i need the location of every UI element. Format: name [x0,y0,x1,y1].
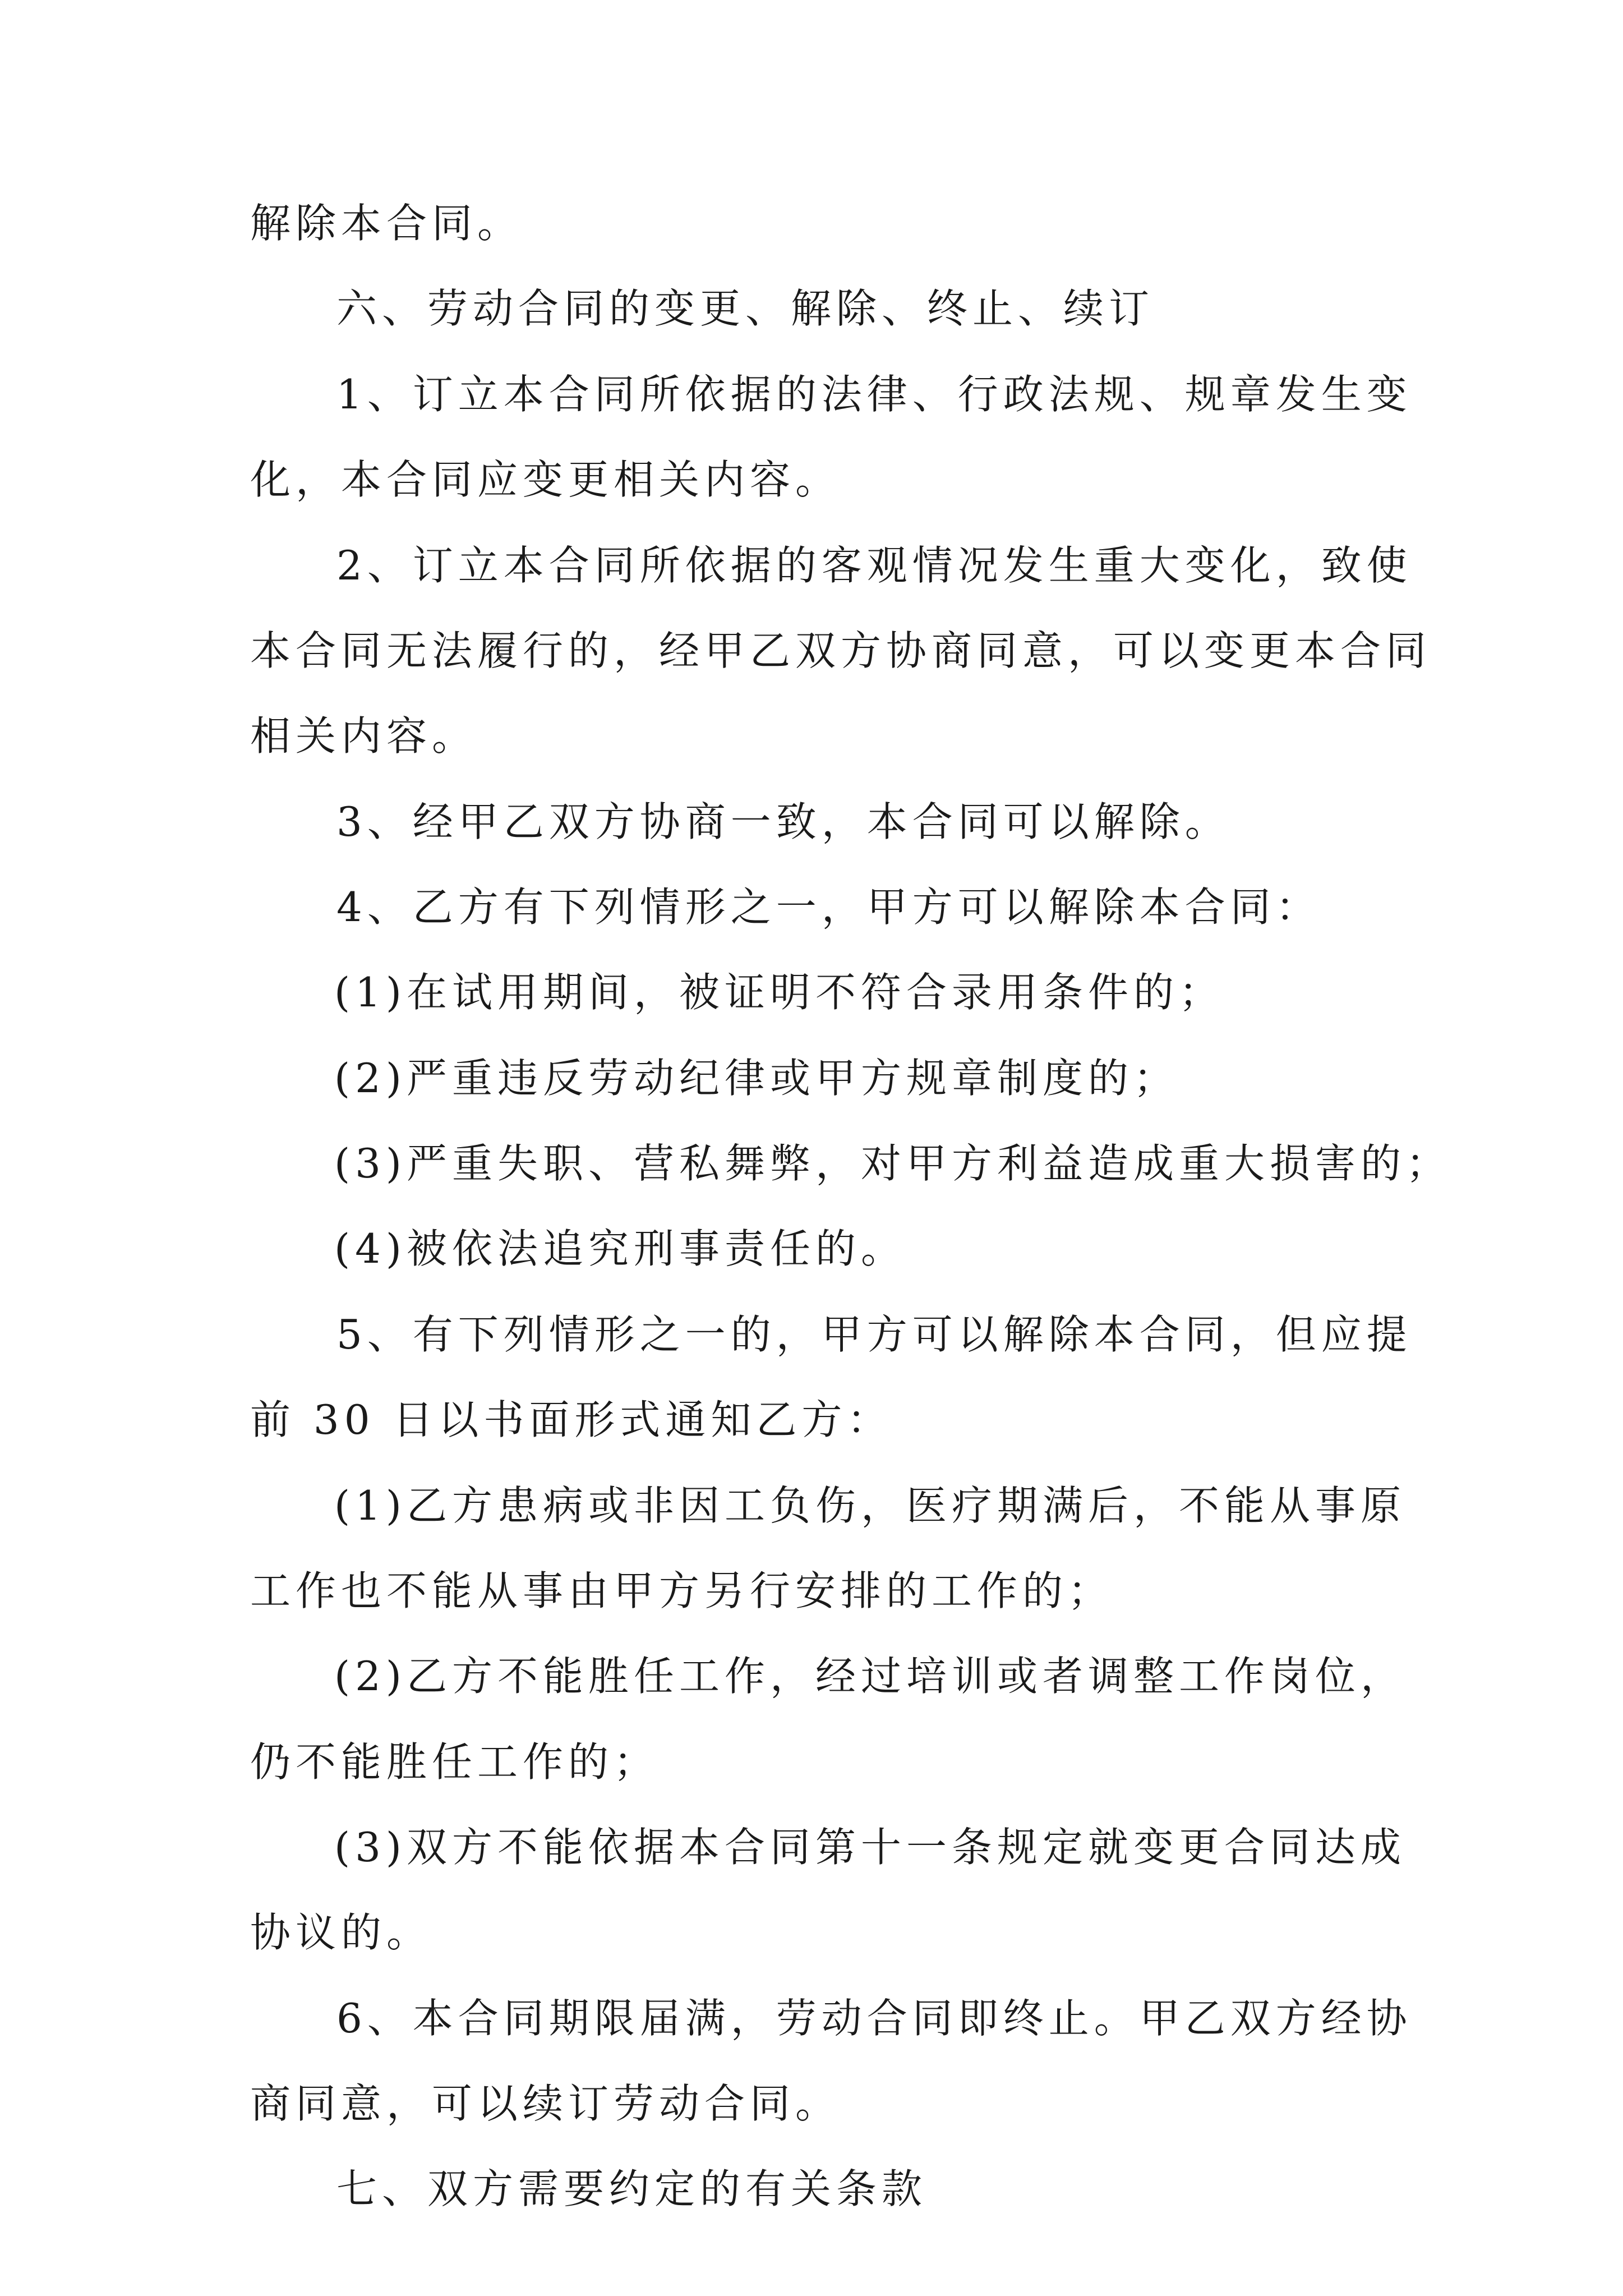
text-line: 5、有下列情形之一的，甲方可以解除本合同，但应提 [336,1311,1412,1358]
list-item: (3)双方不能依据本合同第十一条规定就变更合同达成 [334,1824,1406,1871]
list-item: (1)乙方患病或非因工负伤，医疗期满后，不能从事原 [334,1482,1406,1529]
list-item: (2)乙方不能胜任工作，经过培训或者调整工作岗位， [334,1653,1406,1700]
text-line: 相关内容。 [250,712,478,760]
list-item: (2)严重违反劳动纪律或甲方规章制度的； [334,1055,1179,1102]
text-line: 3、经甲乙双方协商一致，本合同可以解除。 [336,798,1230,845]
text-line: 工作也不能从事由甲方另行安排的工作的； [250,1567,1114,1614]
text-line: 1、订立本合同所依据的法律、行政法规、规章发生变 [336,371,1412,418]
list-item: (4)被依法追究刑事责任的。 [334,1225,906,1272]
text-line: 化，本合同应变更相关内容。 [250,456,841,503]
text-line: 前 30 日以书面形式通知乙方： [250,1396,893,1443]
text-line: 协议的。 [250,1909,432,1956]
text-line: 仍不能胜任工作的； [250,1738,660,1786]
list-item: (3)严重失职、营私舞弊，对甲方利益造成重大损害的； [334,1140,1451,1187]
text-line: 解除本合同。 [250,200,523,247]
list-item: (1)在试用期间，被证明不符合录用条件的； [334,969,1224,1016]
section-heading: 六、劳动合同的变更、解除、终止、续订 [336,285,1155,332]
section-heading: 七、双方需要约定的有关条款 [336,2165,928,2212]
text-line: 商同意，可以续订劳动合同。 [250,2080,841,2127]
text-line: 4、乙方有下列情形之一，甲方可以解除本合同： [336,884,1321,931]
text-line: 2、订立本合同所依据的客观情况发生重大变化，致使 [336,542,1412,589]
text-line: 本合同无法履行的，经甲乙双方协商同意，可以变更本合同 [250,627,1432,674]
text-line: 6、本合同期限届满，劳动合同即终止。甲乙双方经协 [336,1995,1412,2042]
